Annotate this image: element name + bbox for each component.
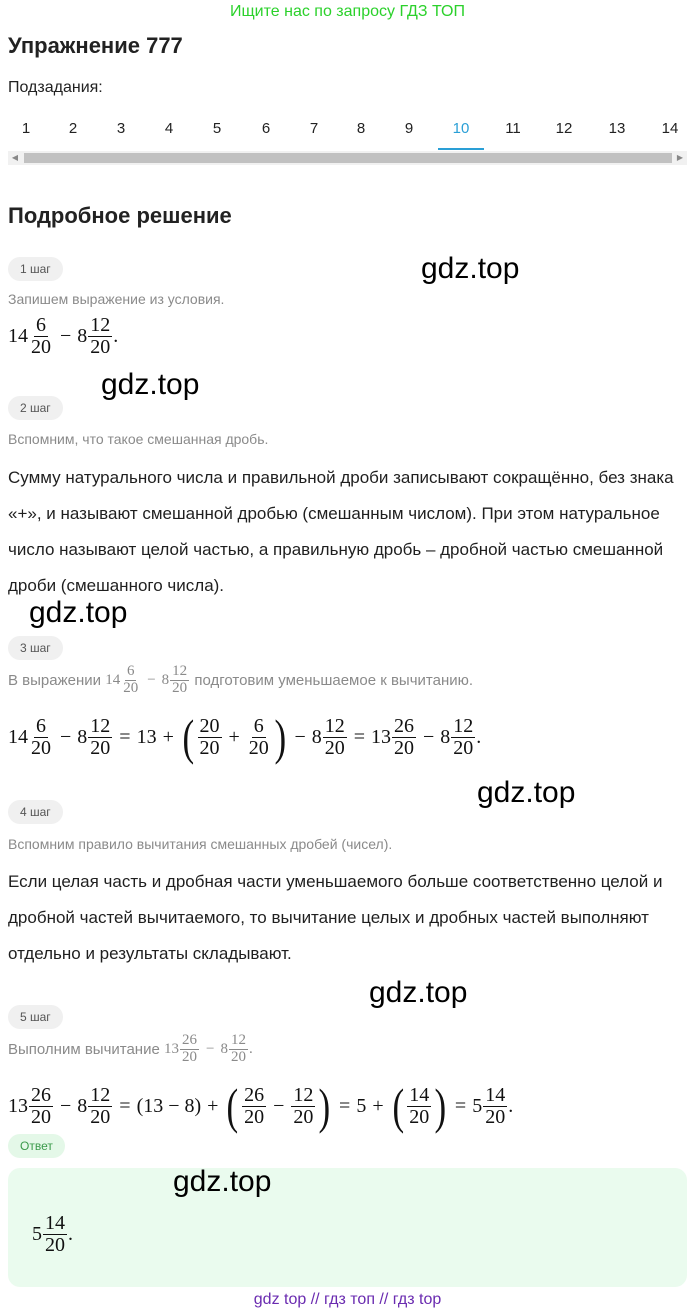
step-4-badge: 4 шаг	[8, 800, 63, 824]
answer-box	[8, 1168, 687, 1287]
tab-4[interactable]: 4	[164, 120, 174, 137]
tab-6[interactable]: 6	[261, 120, 271, 137]
step-4-hint: Вспомним правило вычитания смешанных дробей (чисел).	[8, 836, 393, 852]
tab-10[interactable]: 10	[438, 110, 484, 150]
step-5-expression: 13 $\frac{26}{20}$ − 8 $\frac{12}{20}$ = (13 − 8) + ( $\frac{26}{20}$ − $\frac{12}{20}$ ) = 5 + ( $\frac{14}{20}$ ) = 5 $\frac{14}{20}$ .	[8, 1078, 514, 1134]
tab-3[interactable]: 3	[116, 120, 126, 137]
promo-banner[interactable]: Ищите нас по запросу ГДЗ ТОП	[230, 3, 465, 20]
step-1-expression: 14 $\frac{6}{20}$ − 8 $\frac{12}{20}$ .	[8, 314, 119, 358]
watermark: gdz.top	[477, 776, 576, 809]
scroll-right-icon[interactable]: ▶	[676, 153, 684, 162]
tab-1[interactable]: 1	[21, 120, 31, 137]
tab-8[interactable]: 8	[356, 120, 366, 137]
step-3-expression: 14 $\frac{6}{20}$ − 8 $\frac{12}{20}$ = 13 + ( $\frac{20}{20}$ + $\frac{6}{20}$ ) − 8 $\frac{12}{20}$ = 13 $\frac{26}{20}$ − 8 $\frac{12}{20}$ .	[8, 709, 482, 765]
step-2-text: Сумму натурального числа и правильной дроби записывают сокращённо, без знака «+», и называют смешанной дробью (смешанным числом). При этом натуральное число называют целой частью, а правильную дробь – дробной частью смешанной дроби (смешанного числа).	[8, 468, 674, 595]
solution-title: Подробное решение	[8, 203, 232, 228]
subtask-tabs	[0, 110, 695, 150]
tab-5[interactable]: 5	[212, 120, 222, 137]
watermark: gdz.top	[369, 976, 468, 1009]
step-5-hint: Выполним вычитание 13 $\frac{26}{20}$ − 8 $\frac{12}{20}$ .	[8, 1032, 253, 1065]
footer-links[interactable]: gdz top // гдз топ // гдз top	[253, 1291, 442, 1308]
tab-14[interactable]: 14	[661, 120, 679, 137]
tab-2[interactable]: 2	[68, 120, 78, 137]
tab-11[interactable]: 11	[505, 120, 521, 137]
watermark: gdz.top	[173, 1165, 272, 1198]
tab-9[interactable]: 9	[404, 120, 414, 137]
answer-expression: 5 $\frac{14}{20}$ .	[32, 1212, 73, 1256]
step-5-badge: 5 шаг	[8, 1005, 63, 1029]
watermark: gdz.top	[29, 596, 128, 629]
answer-badge: Ответ	[8, 1134, 65, 1158]
step-1-badge: 1 шаг	[8, 257, 63, 281]
step-3-hint: В выражении 14 $\frac{6}{20}$ − 8 $\frac{12}{20}$ подготовим уменьшаемое к вычитанию.	[8, 663, 474, 696]
step-2-hint: Вспомним, что такое смешанная дробь.	[8, 431, 269, 447]
watermark: gdz.top	[101, 368, 200, 401]
tab-12[interactable]: 12	[555, 120, 573, 137]
tab-13[interactable]: 13	[608, 120, 626, 137]
step-3-badge: 3 шаг	[8, 636, 63, 660]
tabs-scrollbar[interactable]	[8, 151, 687, 165]
subtasks-label: Подзадания:	[8, 79, 103, 96]
scroll-left-icon[interactable]: ◀	[11, 153, 19, 162]
scroll-thumb[interactable]	[24, 153, 672, 163]
tab-7[interactable]: 7	[309, 120, 319, 137]
step-2-badge: 2 шаг	[8, 396, 63, 420]
exercise-title: Упражнение 777	[8, 33, 183, 58]
step-1-hint: Запишем выражение из условия.	[8, 291, 225, 307]
step-4-text: Если целая часть и дробная части уменьшаемого больше соответственно целой и дробной частей вычитаемого, то вычитание целых и дробных частей выполняют отдельно и результаты складывают.	[8, 872, 663, 963]
watermark: gdz.top	[421, 252, 520, 285]
